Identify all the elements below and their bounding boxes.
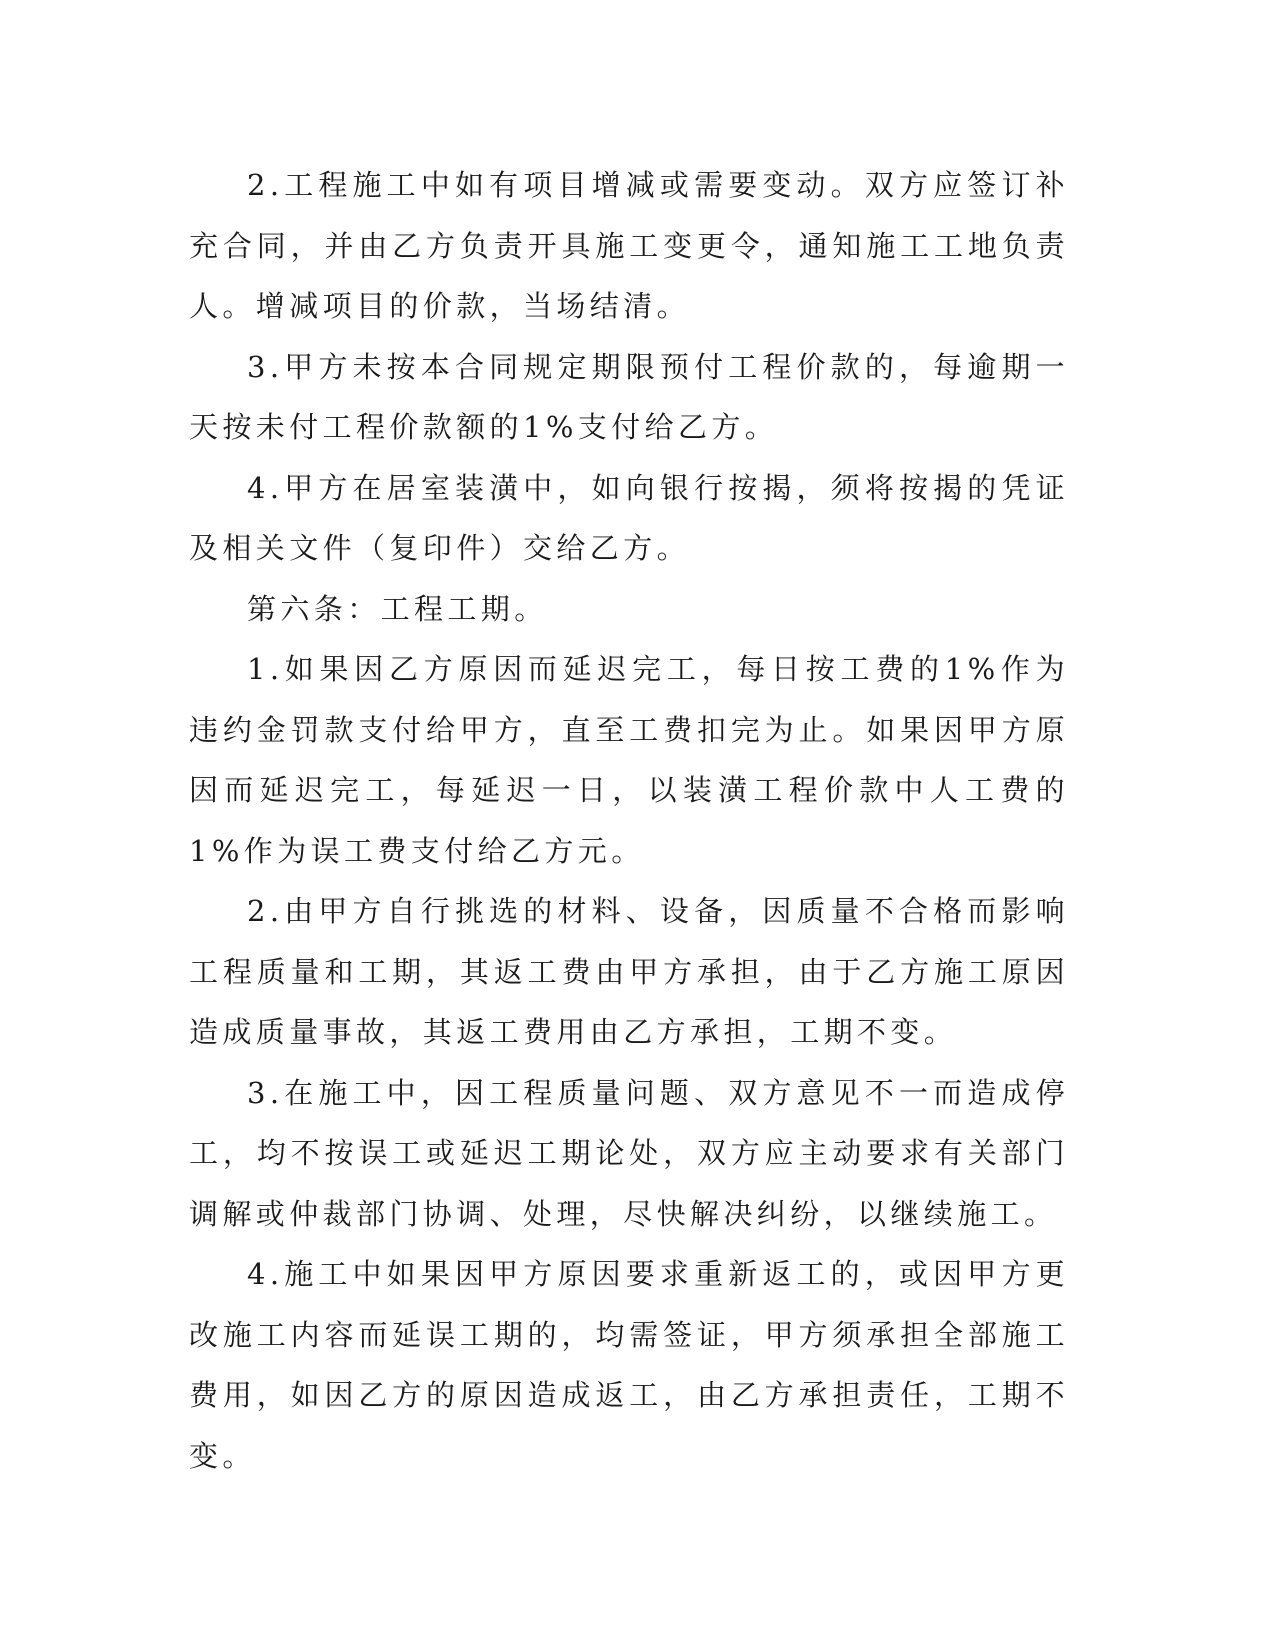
paragraph-clause-6-1: 1.如果因乙方原因而延迟完工，每日按工费的1%作为违约金罚款支付给甲方，直至工费扣完为止。如果因甲方原因而延迟完工，每延迟一日，以装潢工程价款中人工费的1%作为误工费支付给乙方元。 — [189, 652, 1069, 868]
paragraph-clause-5-2: 2.工程施工中如有项目增减或需要变动。双方应签订补充合同，并由乙方负责开具施工变更令，通知施工工地负责人。增减项目的价款，当场结清。 — [189, 168, 1069, 323]
document-body — [189, 155, 1069, 1486]
paragraph-clause-6-2: 2.由甲方自行挑选的材料、设备，因质量不合格而影响工程质量和工期，其返工费由甲方承担，由于乙方施工原因造成质量事故，其返工费用由乙方承担，工期不变。 — [189, 894, 1069, 1049]
paragraph-clause-6-4: 4.施工中如果因甲方原因要求重新返工的，或因甲方更改施工内容而延误工期的，均需签证，甲方须承担全部施工费用，如因乙方的原因造成返工，由乙方承担责任，工期不变。 — [189, 1257, 1069, 1473]
paragraph-clause-6-3: 3.在施工中，因工程质量问题、双方意见不一而造成停工，均不按误工或延迟工期论处，双方应主动要求有关部门调解或仲裁部门协调、处理，尽快解决纠纷，以继续施工。 — [189, 1075, 1069, 1231]
paragraph-clause-5-4: 4.甲方在居室装潢中，如向银行按揭，须将按揭的凭证及相关文件（复印件）交给乙方。 — [189, 470, 1069, 565]
section-heading-article-6: 第六条：工程工期。 — [247, 591, 548, 626]
paragraph-clause-5-3: 3.甲方未按本合同规定期限预付工程价款的，每逾期一天按未付工程价款额的1%支付给乙方。 — [189, 349, 1069, 444]
